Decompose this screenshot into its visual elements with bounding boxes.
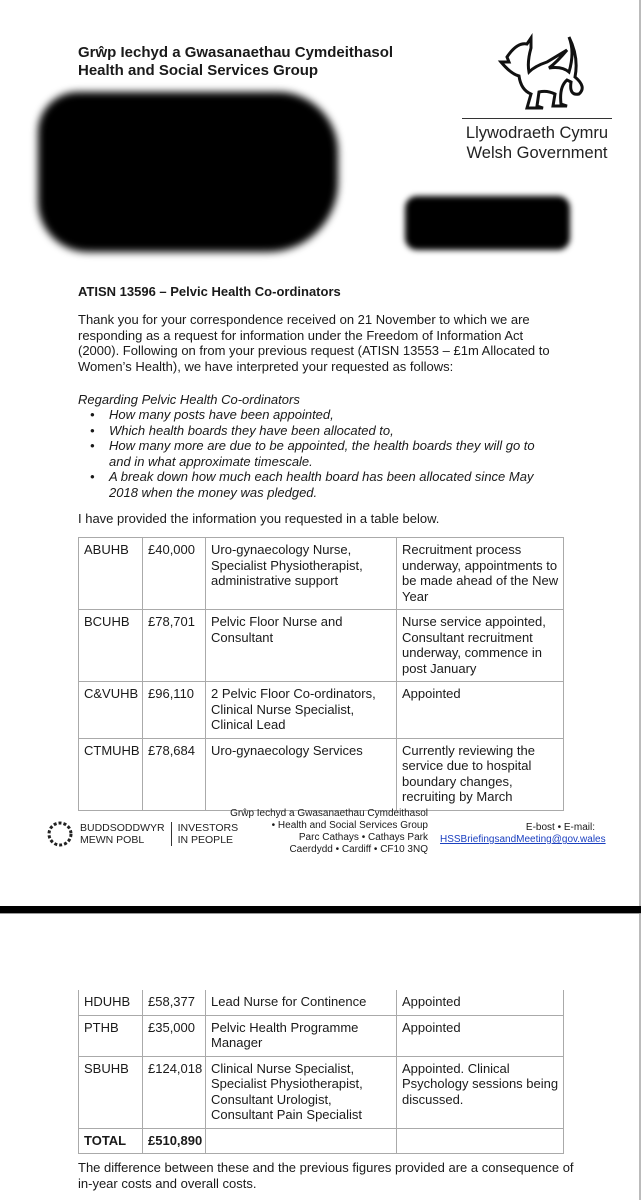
redacted-date (405, 196, 570, 250)
iip-en-1: INVESTORS (177, 822, 239, 834)
footer-email (440, 822, 606, 846)
posts-cell: Pelvic Floor Nurse and Consultant (206, 610, 397, 682)
posts-cell: Pelvic Health Programme Manager (206, 1015, 397, 1056)
posts-cell: 2 Pelvic Floor Co-ordinators, Clinical Nurse Specialist, Clinical Lead (206, 682, 397, 739)
footer-address (228, 808, 428, 856)
email-link[interactable]: HSSBriefingsandMeeting@gov.wales (440, 834, 606, 845)
status-cell: Appointed (397, 990, 564, 1015)
list-item: • How many posts have been appointed, (78, 407, 558, 423)
total-row (79, 1128, 564, 1154)
redacted-address (38, 92, 338, 252)
table-row (79, 738, 564, 810)
board-cell: SBUHB (79, 1056, 143, 1128)
provided-text: I have provided the information you requested in a table below. (78, 511, 440, 526)
address-line: Grŵp Iechyd a Gwasanaethau Cymdeithasol (230, 808, 428, 819)
board-cell: BCUHB (79, 610, 143, 682)
iip-welsh-1: BUDDSODDWYR (80, 822, 165, 834)
amount-cell: £96,110 (143, 682, 206, 739)
table-row (79, 1015, 564, 1056)
board-cell: CTMUHB (79, 738, 143, 810)
board-cell: HDUHB (79, 990, 143, 1015)
page-break (0, 906, 641, 913)
table-row (79, 682, 564, 739)
list-item: • A break down how much each health board has been allocated since May 2018 when the money was pledged. (78, 469, 558, 500)
status-cell: Appointed (397, 1015, 564, 1056)
amount-cell: £124,018 (143, 1056, 206, 1128)
empty-cell (397, 1128, 564, 1154)
posts-cell: Uro-gynaecology Nurse, Specialist Physiotherapist, administrative support (206, 538, 397, 610)
posts-cell: Lead Nurse for Continence (206, 990, 397, 1015)
table-row (79, 538, 564, 610)
amount-cell: £58,377 (143, 990, 206, 1015)
difference-note: The difference between these and the previous figures provided are a consequence of in-year costs and overall costs. (78, 1160, 574, 1191)
status-cell: Appointed (397, 682, 564, 739)
amount-cell: £78,701 (143, 610, 206, 682)
request-list (78, 407, 558, 500)
email-label: E-bost • E-mail: (525, 822, 595, 833)
address-line: Caerdydd • Cardiff • CF10 3NQ (289, 844, 428, 855)
total-amount: £510,890 (143, 1128, 206, 1154)
letterhead-welsh: Grŵp Iechyd a Gwasanaethau Cymdeithasol (78, 44, 394, 61)
welsh-government-logo (462, 32, 612, 163)
letterhead (78, 44, 393, 80)
board-cell: PTHB (79, 1015, 143, 1056)
status-cell: Appointed. Clinical Psychology sessions being discussed. (397, 1056, 564, 1128)
allocation-table-page2 (78, 990, 564, 1154)
letterhead-english: Health and Social Services Group (78, 62, 319, 79)
table-row (79, 990, 564, 1015)
total-label: TOTAL (79, 1128, 143, 1154)
amount-cell: £40,000 (143, 538, 206, 610)
divider (171, 822, 172, 846)
allocation-table-page1 (78, 537, 564, 811)
intro-paragraph: Thank you for your correspondence received on 21 November to which we are responding as a request for information under the Freedom of Information Act (2000). Following on from your previous request (ATISN 13553 – £1m Allocated to Women’s Health), we have interpreted your requested as follows: (78, 312, 550, 374)
status-cell: Currently reviewing the service due to hospital boundary changes, recruiting by March (397, 738, 564, 810)
empty-cell (206, 1128, 397, 1154)
regarding-heading: Regarding Pelvic Health Co-ordinators (78, 392, 300, 407)
page-break-shadow (0, 913, 641, 914)
table-row (79, 1056, 564, 1128)
address-line: Parc Cathays • Cathays Park (298, 832, 428, 843)
laurel-icon (46, 820, 74, 848)
amount-cell: £35,000 (143, 1015, 206, 1056)
list-item: • How many more are due to be appointed, the health boards they will go to and in what approximate timescale. (78, 438, 558, 469)
posts-cell: Clinical Nurse Specialist, Specialist Physiotherapist, Consultant Urologist, Consultant Pain Specialist (206, 1056, 397, 1128)
status-cell: Recruitment process underway, appointments to be made ahead of the New Year (397, 538, 564, 610)
letter-title: ATISN 13596 – Pelvic Health Co-ordinators (78, 284, 341, 299)
posts-cell: Uro-gynaecology Services (206, 738, 397, 810)
board-cell: ABUHB (79, 538, 143, 610)
logo-rule (462, 118, 612, 119)
board-cell: C&VUHB (79, 682, 143, 739)
logo-welsh: Llywodraeth Cymru (465, 124, 609, 142)
address-line: • Health and Social Services Group (271, 820, 428, 831)
status-cell: Nurse service appointed, Consultant recruitment underway, commence in post January (397, 610, 564, 682)
dragon-icon (487, 32, 587, 112)
list-item: • Which health boards they have been allocated to, (78, 423, 558, 439)
logo-english: Welsh Government (466, 144, 608, 162)
table-row (79, 610, 564, 682)
investors-in-people-logo (46, 820, 238, 848)
iip-en-2: IN PEOPLE (177, 834, 234, 846)
iip-welsh-2: MEWN POBL (80, 834, 145, 846)
amount-cell: £78,684 (143, 738, 206, 810)
